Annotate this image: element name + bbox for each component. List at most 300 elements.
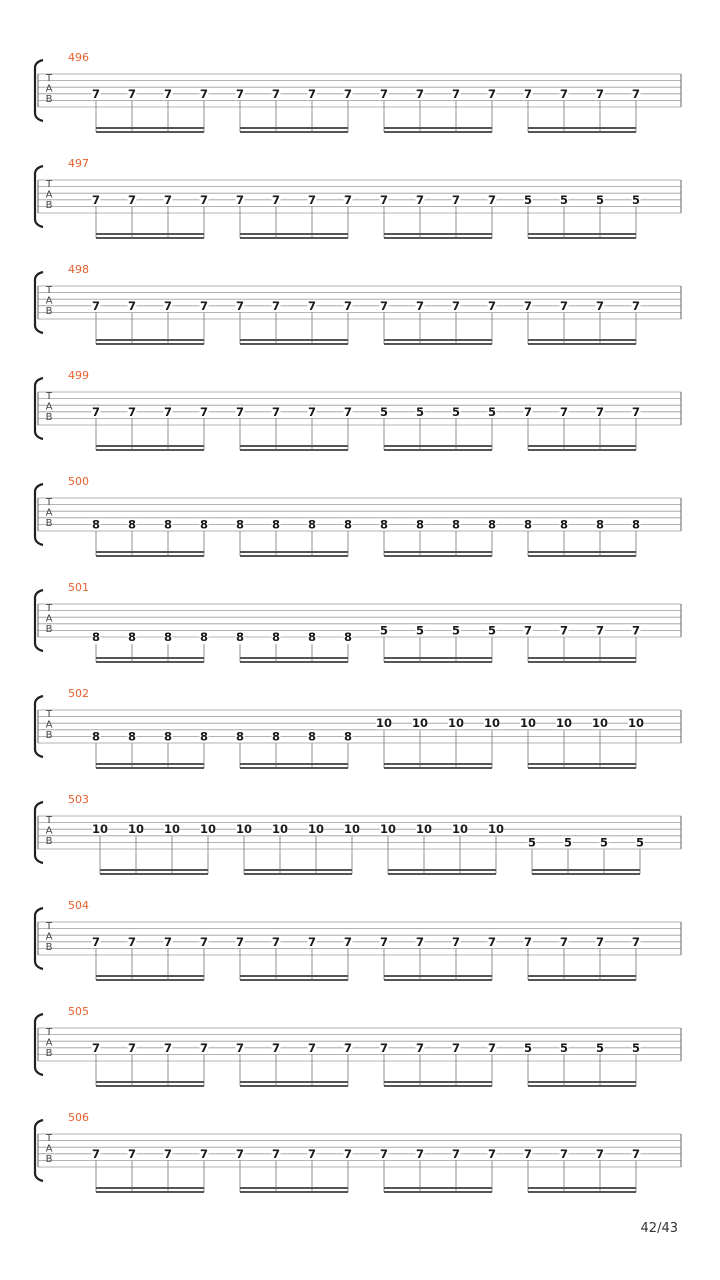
fret-number: 7 <box>415 1146 425 1161</box>
fret-number: 7 <box>523 1146 533 1161</box>
tab-clef-t: T <box>45 1027 53 1038</box>
measure-number: 504 <box>68 899 89 912</box>
tab-clef-a: A <box>45 507 53 519</box>
beam-secondary <box>528 1085 636 1087</box>
fret-number: 7 <box>379 1146 389 1161</box>
measure-number: 506 <box>68 1111 89 1124</box>
beam-primary <box>96 1081 204 1083</box>
beam-secondary <box>384 555 492 557</box>
beam-secondary <box>384 767 492 769</box>
fret-number: 7 <box>415 192 425 207</box>
fret-number: 7 <box>631 298 641 313</box>
tab-clef-a: A <box>45 931 53 943</box>
beam-primary <box>528 1187 636 1189</box>
beam-primary <box>528 445 636 447</box>
tab-system <box>35 369 681 451</box>
fret-number: 7 <box>91 934 101 949</box>
fret-number: 7 <box>559 86 569 101</box>
beam-secondary <box>384 1085 492 1087</box>
beam-primary <box>240 1081 348 1083</box>
tab-clef-a: A <box>45 295 53 307</box>
fret-number: 7 <box>271 192 281 207</box>
beam-primary <box>528 551 636 553</box>
fret-number: 7 <box>559 623 569 638</box>
beam-primary <box>96 339 204 341</box>
tab-clef-b: B <box>45 942 53 953</box>
fret-number: 8 <box>343 729 353 744</box>
beam-primary <box>528 975 636 977</box>
fret-number: 8 <box>127 630 137 644</box>
fret-number: 7 <box>379 1040 389 1055</box>
fret-number: 8 <box>343 630 353 644</box>
system-bracket <box>35 696 43 757</box>
measure-number: 505 <box>68 1005 89 1018</box>
beam-primary <box>528 763 636 765</box>
fret-number: 10 <box>375 716 393 731</box>
beam-secondary <box>96 555 204 557</box>
tab-system <box>35 687 681 769</box>
fret-number: 7 <box>343 86 353 101</box>
beam-secondary <box>96 661 204 663</box>
fret-number: 5 <box>487 404 497 419</box>
beam-secondary <box>100 873 208 875</box>
beam-primary <box>96 445 204 447</box>
beam-secondary <box>240 131 348 133</box>
fret-number: 8 <box>307 630 317 644</box>
tab-clef-a: A <box>45 1037 53 1049</box>
fret-number: 7 <box>127 1146 137 1161</box>
fret-number: 7 <box>523 298 533 313</box>
tab-system <box>35 157 681 239</box>
beam-primary <box>528 1081 636 1083</box>
fret-number: 7 <box>307 298 317 313</box>
fret-number: 7 <box>91 404 101 419</box>
system-bracket <box>35 908 43 969</box>
fret-number: 7 <box>451 192 461 207</box>
fret-number: 7 <box>343 298 353 313</box>
fret-number: 8 <box>595 517 605 532</box>
tab-clef-a: A <box>45 401 53 413</box>
fret-number: 7 <box>127 404 137 419</box>
system-bracket <box>35 166 43 227</box>
tab-clef-t: T <box>45 73 53 84</box>
tab-system <box>35 899 681 981</box>
fret-number: 5 <box>527 835 537 850</box>
beam-primary <box>388 869 496 871</box>
beam-secondary <box>528 237 636 239</box>
system-bracket <box>35 590 43 651</box>
fret-number: 5 <box>635 835 645 850</box>
tab-clef-b: B <box>45 836 53 847</box>
system-bracket <box>35 378 43 439</box>
fret-number: 5 <box>563 835 573 850</box>
fret-number: 10 <box>343 822 361 837</box>
tab-system <box>35 475 681 557</box>
fret-number: 7 <box>379 192 389 207</box>
fret-number: 7 <box>91 1040 101 1055</box>
fret-number: 7 <box>271 934 281 949</box>
measure-number: 502 <box>68 687 89 700</box>
beam-secondary <box>240 979 348 981</box>
beam-secondary <box>384 343 492 345</box>
fret-number: 8 <box>559 517 569 532</box>
fret-number: 8 <box>271 630 281 644</box>
beam-primary <box>384 975 492 977</box>
beam-primary <box>384 1187 492 1189</box>
tab-clef-a: A <box>45 83 53 95</box>
beam-secondary <box>528 767 636 769</box>
fret-number: 5 <box>487 623 497 638</box>
beam-primary <box>384 551 492 553</box>
fret-number: 7 <box>163 934 173 949</box>
tab-clef-t: T <box>45 497 53 508</box>
beam-primary <box>384 657 492 659</box>
tab-system <box>35 263 681 345</box>
fret-number: 8 <box>307 729 317 744</box>
tab-clef-b: B <box>45 1048 53 1059</box>
fret-number: 7 <box>127 86 137 101</box>
fret-number: 5 <box>451 623 461 638</box>
beam-secondary <box>96 1085 204 1087</box>
tab-clef-a: A <box>45 825 53 837</box>
fret-number: 7 <box>451 1146 461 1161</box>
beam-primary <box>96 975 204 977</box>
beam-secondary <box>388 873 496 875</box>
fret-number: 7 <box>595 86 605 101</box>
fret-number: 8 <box>199 517 209 532</box>
fret-number: 7 <box>343 192 353 207</box>
beam-secondary <box>528 449 636 451</box>
fret-number: 7 <box>163 404 173 419</box>
beam-primary <box>384 233 492 235</box>
tab-clef-b: B <box>45 306 53 317</box>
measure-number: 499 <box>68 369 89 382</box>
fret-number: 7 <box>487 86 497 101</box>
beam-primary <box>96 127 204 129</box>
fret-number: 10 <box>627 716 645 731</box>
fret-number: 8 <box>415 517 425 532</box>
fret-number: 7 <box>235 1040 245 1055</box>
fret-number: 8 <box>163 630 173 644</box>
beam-secondary <box>384 449 492 451</box>
fret-number: 7 <box>235 86 245 101</box>
fret-number: 10 <box>447 716 465 731</box>
fret-number: 7 <box>271 86 281 101</box>
fret-number: 8 <box>199 630 209 644</box>
fret-number: 10 <box>451 822 469 837</box>
fret-number: 7 <box>595 1146 605 1161</box>
fret-number: 7 <box>559 1146 569 1161</box>
fret-number: 10 <box>379 822 397 837</box>
fret-number: 7 <box>199 934 209 949</box>
beam-secondary <box>384 979 492 981</box>
tab-clef-b: B <box>45 1154 53 1165</box>
tab-clef-b: B <box>45 412 53 423</box>
beam-secondary <box>240 767 348 769</box>
fret-number: 7 <box>307 1146 317 1161</box>
fret-number: 7 <box>163 192 173 207</box>
fret-number: 7 <box>271 1040 281 1055</box>
beam-primary <box>240 551 348 553</box>
fret-number: 10 <box>199 822 217 837</box>
fret-number: 7 <box>199 1146 209 1161</box>
measure-number: 501 <box>68 581 89 594</box>
beam-primary <box>100 869 208 871</box>
beam-primary <box>240 233 348 235</box>
beam-primary <box>96 1187 204 1189</box>
tab-clef-a: A <box>45 613 53 625</box>
fret-number: 7 <box>307 404 317 419</box>
fret-number: 7 <box>307 86 317 101</box>
fret-number: 5 <box>415 623 425 638</box>
beam-primary <box>240 975 348 977</box>
fret-number: 8 <box>199 729 209 744</box>
fret-number: 5 <box>523 192 533 207</box>
fret-number: 7 <box>523 623 533 638</box>
beam-secondary <box>96 979 204 981</box>
beam-primary <box>528 657 636 659</box>
beam-secondary <box>528 343 636 345</box>
fret-number: 5 <box>379 404 389 419</box>
beam-secondary <box>528 661 636 663</box>
fret-number: 8 <box>487 517 497 532</box>
system-bracket <box>35 60 43 121</box>
fret-number: 7 <box>343 404 353 419</box>
fret-number: 7 <box>91 86 101 101</box>
fret-number: 10 <box>487 822 505 837</box>
measure-number: 503 <box>68 793 89 806</box>
fret-number: 5 <box>595 1040 605 1055</box>
beam-secondary <box>240 1191 348 1193</box>
beam-secondary <box>96 449 204 451</box>
beam-primary <box>528 233 636 235</box>
measure-number: 498 <box>68 263 89 276</box>
fret-number: 8 <box>127 729 137 744</box>
fret-number: 5 <box>559 1040 569 1055</box>
fret-number: 7 <box>163 1146 173 1161</box>
tab-system <box>35 1111 681 1193</box>
fret-number: 10 <box>519 716 537 731</box>
tab-system <box>35 793 681 875</box>
beam-primary <box>240 339 348 341</box>
beam-secondary <box>244 873 352 875</box>
fret-number: 7 <box>343 1040 353 1055</box>
fret-number: 5 <box>415 404 425 419</box>
fret-number: 8 <box>523 517 533 532</box>
fret-number: 7 <box>595 298 605 313</box>
fret-number: 8 <box>631 517 641 532</box>
fret-number: 7 <box>235 298 245 313</box>
fret-number: 7 <box>127 1040 137 1055</box>
beam-primary <box>528 339 636 341</box>
fret-number: 7 <box>199 192 209 207</box>
fret-number: 7 <box>451 86 461 101</box>
fret-number: 7 <box>451 298 461 313</box>
fret-number: 7 <box>271 404 281 419</box>
fret-number: 8 <box>343 517 353 532</box>
fret-number: 8 <box>91 630 101 644</box>
tab-clef-b: B <box>45 624 53 635</box>
beam-primary <box>240 445 348 447</box>
fret-number: 7 <box>451 1040 461 1055</box>
fret-number: 7 <box>91 1146 101 1161</box>
beam-primary <box>528 127 636 129</box>
fret-number: 10 <box>127 822 145 837</box>
fret-number: 5 <box>523 1040 533 1055</box>
fret-number: 10 <box>235 822 253 837</box>
fret-number: 7 <box>523 404 533 419</box>
fret-number: 7 <box>415 934 425 949</box>
tab-clef-b: B <box>45 200 53 211</box>
fret-number: 10 <box>91 822 109 837</box>
fret-number: 8 <box>379 517 389 532</box>
fret-number: 5 <box>599 835 609 850</box>
fret-number: 7 <box>595 934 605 949</box>
fret-number: 8 <box>235 729 245 744</box>
fret-number: 7 <box>307 934 317 949</box>
fret-number: 10 <box>591 716 609 731</box>
tab-system <box>35 581 681 663</box>
tab-clef-t: T <box>45 709 53 720</box>
beam-secondary <box>240 449 348 451</box>
beam-primary <box>96 763 204 765</box>
fret-number: 7 <box>235 1146 245 1161</box>
tab-clef-t: T <box>45 179 53 190</box>
beam-secondary <box>528 979 636 981</box>
tab-clef-t: T <box>45 391 53 402</box>
fret-number: 7 <box>271 1146 281 1161</box>
fret-number: 7 <box>559 404 569 419</box>
fret-number: 7 <box>163 298 173 313</box>
fret-number: 7 <box>523 86 533 101</box>
fret-number: 8 <box>235 517 245 532</box>
fret-number: 7 <box>235 404 245 419</box>
beam-secondary <box>532 873 640 875</box>
fret-number: 7 <box>631 623 641 638</box>
fret-number: 7 <box>235 192 245 207</box>
beam-secondary <box>528 131 636 133</box>
system-bracket <box>35 272 43 333</box>
fret-number: 7 <box>487 1040 497 1055</box>
fret-number: 7 <box>307 1040 317 1055</box>
beam-primary <box>244 869 352 871</box>
fret-number: 7 <box>343 1146 353 1161</box>
fret-number: 10 <box>411 716 429 731</box>
fret-number: 7 <box>199 1040 209 1055</box>
fret-number: 7 <box>91 298 101 313</box>
fret-number: 7 <box>199 86 209 101</box>
tab-clef-t: T <box>45 1133 53 1144</box>
tab-clef-b: B <box>45 730 53 741</box>
fret-number: 5 <box>451 404 461 419</box>
beam-primary <box>240 657 348 659</box>
beam-secondary <box>240 343 348 345</box>
fret-number: 10 <box>307 822 325 837</box>
fret-number: 8 <box>271 729 281 744</box>
fret-number: 7 <box>487 192 497 207</box>
fret-number: 7 <box>235 934 245 949</box>
fret-number: 7 <box>631 404 641 419</box>
beam-secondary <box>384 661 492 663</box>
fret-number: 8 <box>91 729 101 744</box>
fret-number: 7 <box>307 192 317 207</box>
beam-primary <box>96 233 204 235</box>
fret-number: 7 <box>487 298 497 313</box>
tab-clef-t: T <box>45 921 53 932</box>
tab-clef-t: T <box>45 815 53 826</box>
fret-number: 7 <box>559 298 569 313</box>
system-bracket <box>35 1120 43 1181</box>
tab-clef-b: B <box>45 518 53 529</box>
fret-number: 7 <box>415 86 425 101</box>
fret-number: 7 <box>91 192 101 207</box>
beam-secondary <box>96 767 204 769</box>
fret-number: 8 <box>163 729 173 744</box>
measure-number: 500 <box>68 475 89 488</box>
beam-secondary <box>96 131 204 133</box>
fret-number: 7 <box>631 934 641 949</box>
beam-primary <box>240 1187 348 1189</box>
fret-number: 7 <box>595 404 605 419</box>
beam-primary <box>384 339 492 341</box>
beam-primary <box>240 763 348 765</box>
fret-number: 7 <box>415 298 425 313</box>
fret-number: 7 <box>163 1040 173 1055</box>
beam-secondary <box>384 237 492 239</box>
system-bracket <box>35 802 43 863</box>
fret-number: 7 <box>127 298 137 313</box>
fret-number: 10 <box>483 716 501 731</box>
fret-number: 7 <box>487 934 497 949</box>
fret-number: 7 <box>163 86 173 101</box>
beam-secondary <box>240 1085 348 1087</box>
fret-number: 7 <box>379 934 389 949</box>
fret-number: 8 <box>451 517 461 532</box>
fret-number: 7 <box>415 1040 425 1055</box>
beam-secondary <box>240 555 348 557</box>
fret-number: 7 <box>343 934 353 949</box>
tab-clef-a: A <box>45 189 53 201</box>
system-bracket <box>35 484 43 545</box>
fret-number: 7 <box>487 1146 497 1161</box>
fret-number: 7 <box>595 623 605 638</box>
beam-primary <box>384 127 492 129</box>
fret-number: 7 <box>199 404 209 419</box>
fret-number: 8 <box>271 517 281 532</box>
tab-clef-t: T <box>45 603 53 614</box>
fret-number: 7 <box>631 86 641 101</box>
page-number: 42/43 <box>640 1221 678 1236</box>
beam-primary <box>532 869 640 871</box>
fret-number: 5 <box>631 192 641 207</box>
fret-number: 7 <box>379 86 389 101</box>
fret-number: 10 <box>271 822 289 837</box>
fret-number: 10 <box>415 822 433 837</box>
tab-clef-b: B <box>45 94 53 105</box>
fret-number: 7 <box>379 298 389 313</box>
fret-number: 8 <box>235 630 245 644</box>
tab-clef-a: A <box>45 1143 53 1155</box>
tab-clef-t: T <box>45 285 53 296</box>
beam-primary <box>96 551 204 553</box>
fret-number: 5 <box>379 623 389 638</box>
measure-number: 496 <box>68 51 89 64</box>
beam-secondary <box>384 131 492 133</box>
fret-number: 5 <box>559 192 569 207</box>
fret-number: 10 <box>555 716 573 731</box>
fret-number: 7 <box>127 192 137 207</box>
beam-secondary <box>528 555 636 557</box>
